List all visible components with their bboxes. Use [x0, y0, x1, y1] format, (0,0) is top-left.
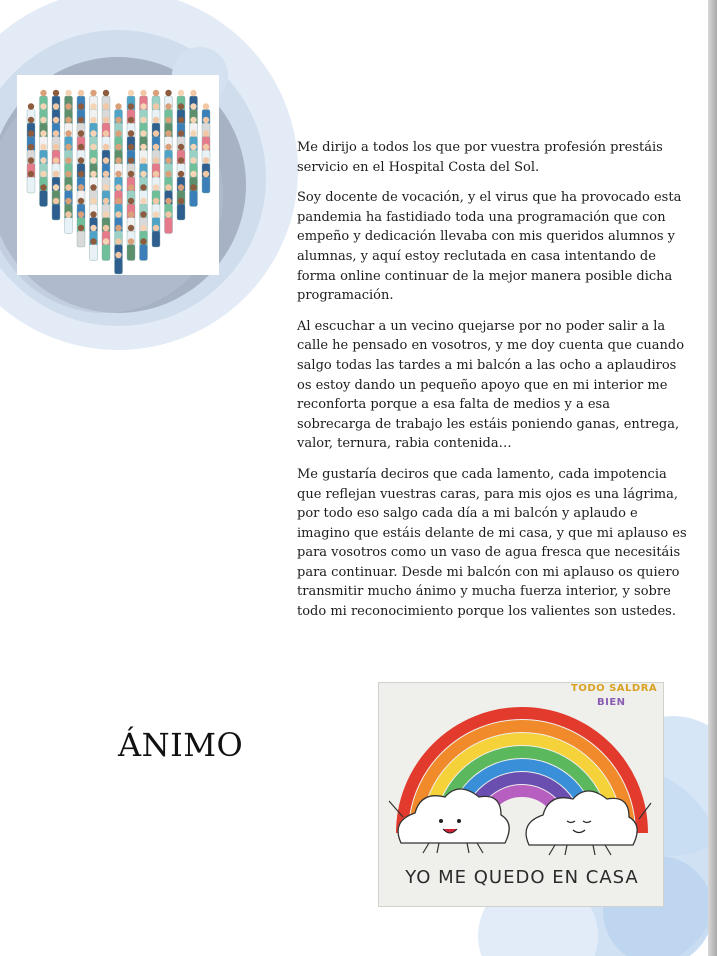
person-head: [165, 144, 171, 150]
person-head: [153, 90, 159, 96]
person-head: [190, 144, 196, 150]
person-head: [115, 144, 121, 150]
person-head: [140, 198, 146, 204]
person-head: [90, 130, 96, 136]
person-head: [153, 103, 159, 109]
person-head: [190, 90, 196, 96]
drawing-caption: YO ME QUEDO EN CASA: [405, 867, 639, 888]
person-head: [128, 198, 134, 204]
person-head: [78, 171, 84, 177]
person-head: [65, 171, 71, 177]
person-head: [53, 103, 59, 109]
person-head: [53, 90, 59, 96]
person-head: [78, 103, 84, 109]
person-head: [65, 211, 71, 217]
person-head: [128, 171, 134, 177]
person-head: [190, 171, 196, 177]
person-head: [203, 103, 209, 109]
person-head: [153, 198, 159, 204]
person-head: [90, 225, 96, 231]
person-head: [140, 90, 146, 96]
person-head: [140, 144, 146, 150]
person-head: [153, 184, 159, 190]
person-head: [203, 130, 209, 136]
person-head: [40, 103, 46, 109]
person-head: [140, 130, 146, 136]
person-head: [115, 171, 121, 177]
person-head: [153, 144, 159, 150]
person-head: [140, 171, 146, 177]
person-head: [78, 130, 84, 136]
person-head: [178, 157, 184, 163]
person-head: [165, 130, 171, 136]
person-head: [128, 238, 134, 244]
person-figure: [77, 231, 85, 247]
healthcare-heart-image: [17, 75, 219, 275]
person-head: [178, 130, 184, 136]
person-head: [178, 184, 184, 190]
person-head: [165, 103, 171, 109]
person-head: [165, 117, 171, 123]
person-head: [178, 103, 184, 109]
person-head: [103, 90, 109, 96]
person-figure: [102, 245, 110, 261]
person-head: [128, 117, 134, 123]
person-head: [190, 184, 196, 190]
person-head: [128, 225, 134, 231]
person-head: [40, 157, 46, 163]
person-head: [178, 198, 184, 204]
person-head: [178, 117, 184, 123]
person-head: [78, 198, 84, 204]
person-head: [78, 211, 84, 217]
person-head: [115, 198, 121, 204]
person-head: [103, 184, 109, 190]
person-head: [128, 211, 134, 217]
person-head: [40, 144, 46, 150]
person-head: [28, 157, 34, 163]
banner-text-line1: TODO SALDRÁ: [571, 683, 658, 694]
person-figure: [127, 245, 135, 261]
person-head: [103, 198, 109, 204]
person-head: [190, 130, 196, 136]
person-head: [103, 144, 109, 150]
person-head: [165, 90, 171, 96]
person-figure: [190, 191, 198, 207]
person-head: [103, 211, 109, 217]
person-head: [65, 184, 71, 190]
paragraph-4: Me gustaría deciros que cada lamento, cada impotencia que reflejan vuestras caras, para mis ojos es una lágrima, por todo eso salgo cada día a mi balcón y aplaudo e imagino que estáis delante de mi casa, y que mi aplauso es para vosotros como un vaso de agua fresca que necesitáis para continuar. Desde mi balcón con mi aplauso os quiero transmitir mucho ánimo y mucha fuerza interior, y sobre todo mi reconocimiento porque los valientes son ustedes.: [297, 466, 687, 620]
person-head: [190, 157, 196, 163]
person-head: [153, 117, 159, 123]
person-head: [178, 90, 184, 96]
letter-body: [297, 138, 687, 633]
person-figure: [152, 231, 160, 247]
paragraph-2: Soy docente de vocación, y el virus que ha provocado esta pandemia ha fastidiado toda una programación que con empeño y dedicación llevaba con mis queridos alumnos y alumnas, y aquí estoy reclutada en casa intentando de forma online continuar de la mejor manera posible dicha programación.: [297, 190, 682, 304]
person-head: [40, 117, 46, 123]
person-head: [103, 117, 109, 123]
person-head: [165, 171, 171, 177]
person-head: [115, 211, 121, 217]
person-head: [53, 198, 59, 204]
person-figure: [90, 245, 98, 261]
person-head: [190, 103, 196, 109]
person-head: [53, 184, 59, 190]
person-head: [90, 157, 96, 163]
person-head: [203, 144, 209, 150]
person-head: [65, 117, 71, 123]
person-head: [103, 157, 109, 163]
healthcare-workers-heart-icon: [17, 75, 219, 275]
person-head: [53, 157, 59, 163]
person-figure: [27, 177, 35, 193]
person-head: [203, 117, 209, 123]
person-head: [65, 157, 71, 163]
person-figure: [165, 218, 173, 234]
animo-heading: ÁNIMO: [118, 726, 244, 764]
banner-text-line2: BIEN: [597, 697, 626, 708]
person-head: [140, 238, 146, 244]
person-head: [65, 144, 71, 150]
person-head: [115, 252, 121, 258]
rainbow-drawing: [378, 682, 664, 907]
person-head: [203, 157, 209, 163]
person-head: [90, 90, 96, 96]
person-head: [40, 130, 46, 136]
person-figure: [115, 258, 123, 274]
person-head: [178, 144, 184, 150]
person-head: [140, 157, 146, 163]
person-head: [28, 144, 34, 150]
person-head: [128, 130, 134, 136]
person-head: [103, 103, 109, 109]
person-head: [78, 90, 84, 96]
person-head: [128, 184, 134, 190]
person-head: [78, 225, 84, 231]
person-head: [78, 157, 84, 163]
person-head: [53, 130, 59, 136]
person-head: [128, 90, 134, 96]
person-head: [128, 103, 134, 109]
person-head: [103, 225, 109, 231]
person-figure: [65, 218, 73, 234]
person-figure: [202, 177, 210, 193]
person-head: [115, 103, 121, 109]
person-head: [153, 225, 159, 231]
paragraph-1: Me dirijo a todos los que por vuestra profesión prestáis servicio en el Hospital Costa del Sol.: [297, 140, 663, 175]
person-head: [40, 171, 46, 177]
person-head: [115, 117, 121, 123]
person-figure: [177, 204, 185, 220]
person-head: [115, 225, 121, 231]
person-head: [140, 117, 146, 123]
person-head: [90, 103, 96, 109]
person-head: [28, 171, 34, 177]
person-head: [165, 198, 171, 204]
person-head: [140, 211, 146, 217]
person-head: [140, 184, 146, 190]
person-head: [140, 103, 146, 109]
person-head: [40, 184, 46, 190]
person-head: [115, 238, 121, 244]
person-head: [28, 103, 34, 109]
person-head: [115, 184, 121, 190]
person-head: [203, 171, 209, 177]
person-head: [115, 157, 121, 163]
person-head: [65, 130, 71, 136]
person-head: [140, 225, 146, 231]
person-head: [78, 144, 84, 150]
person-head: [65, 90, 71, 96]
person-head: [53, 144, 59, 150]
person-head: [103, 238, 109, 244]
person-head: [153, 130, 159, 136]
person-head: [78, 117, 84, 123]
person-head: [90, 171, 96, 177]
person-head: [40, 90, 46, 96]
person-head: [90, 198, 96, 204]
person-head: [190, 117, 196, 123]
person-head: [103, 171, 109, 177]
person-head: [53, 117, 59, 123]
person-head: [90, 238, 96, 244]
person-figure: [40, 191, 48, 207]
person-head: [65, 103, 71, 109]
person-head: [65, 198, 71, 204]
person-head: [90, 211, 96, 217]
person-head: [153, 171, 159, 177]
person-head: [28, 117, 34, 123]
person-head: [115, 130, 121, 136]
person-head: [165, 157, 171, 163]
person-head: [153, 211, 159, 217]
person-figure: [52, 204, 60, 220]
person-head: [78, 184, 84, 190]
person-figure: [140, 245, 148, 261]
person-head: [90, 117, 96, 123]
person-head: [165, 184, 171, 190]
person-head: [103, 130, 109, 136]
person-head: [165, 211, 171, 217]
person-head: [128, 157, 134, 163]
person-head: [153, 157, 159, 163]
paragraph-3: Al escuchar a un vecino quejarse por no poder salir a la calle he pensado en vosotros, y me doy cuenta que cuando salgo todas las tardes a mi balcón a las ocho a aplaudiros os estoy dando un pequeño apoyo que en mi interior me reconforta porque a esa falta de medios y a esa sobrecarga de trabajo les estáis poniendo ganas, entrega, valor, ternura, rabia contenida…: [297, 318, 685, 452]
person-head: [53, 171, 59, 177]
page-edge-shadow: [708, 0, 717, 956]
person-head: [178, 171, 184, 177]
person-head: [90, 184, 96, 190]
person-head: [28, 130, 34, 136]
person-head: [128, 144, 134, 150]
person-head: [90, 144, 96, 150]
